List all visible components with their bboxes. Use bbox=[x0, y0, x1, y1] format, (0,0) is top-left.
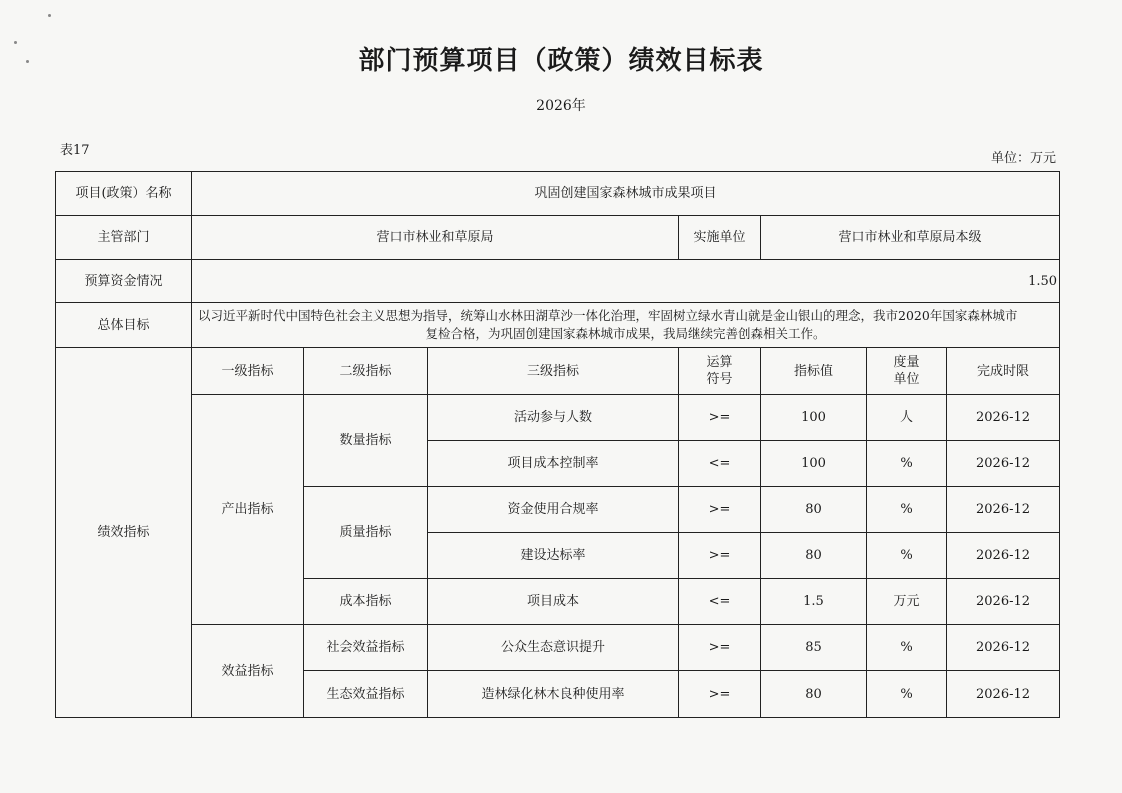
project-name-label: 项目(政策）名称 bbox=[56, 172, 192, 216]
indicator-unit: 人 bbox=[867, 395, 947, 441]
performance-target-table bbox=[55, 171, 1060, 718]
goal-text bbox=[192, 303, 1060, 348]
indicator-unit: % bbox=[867, 671, 947, 718]
indicator-value: 80 bbox=[761, 671, 867, 718]
project-name-value: 巩固创建国家森林城市成果项目 bbox=[192, 172, 1060, 216]
indicator-operator: <= bbox=[679, 441, 761, 487]
indicator-name: 活动参与人数 bbox=[428, 395, 679, 441]
goal-label: 总体目标 bbox=[56, 303, 192, 348]
header-unit: 度量 单位 bbox=[867, 348, 947, 395]
impl-unit-label: 实施单位 bbox=[679, 216, 761, 260]
table-row bbox=[56, 625, 1060, 671]
goal-line-2: 复检合格，为巩固创建国家森林城市成果，我局继续完善创森相关工作。 bbox=[425, 326, 826, 341]
indicator-name: 造林绿化林木良种使用率 bbox=[428, 671, 679, 718]
indicator-deadline: 2026-12 bbox=[947, 533, 1060, 579]
budget-label: 预算资金情况 bbox=[56, 260, 192, 303]
indicator-deadline: 2026-12 bbox=[947, 625, 1060, 671]
header-deadline: 完成时限 bbox=[947, 348, 1060, 395]
dept-label: 主管部门 bbox=[56, 216, 192, 260]
project-name-row bbox=[56, 172, 1060, 216]
indicator-operator: >= bbox=[679, 671, 761, 718]
budget-row bbox=[56, 260, 1060, 303]
indicator-deadline: 2026-12 bbox=[947, 395, 1060, 441]
header-level3: 三级指标 bbox=[428, 348, 679, 395]
dept-value: 营口市林业和草原局 bbox=[192, 216, 679, 260]
indicator-name: 项目成本 bbox=[428, 579, 679, 625]
indicator-operator: >= bbox=[679, 487, 761, 533]
indicator-header-row bbox=[56, 348, 1060, 395]
perf-label: 绩效指标 bbox=[56, 348, 192, 718]
indicator-value: 100 bbox=[761, 441, 867, 487]
indicator-name: 项目成本控制率 bbox=[428, 441, 679, 487]
impl-unit-value: 营口市林业和草原局本级 bbox=[761, 216, 1060, 260]
table-row bbox=[56, 395, 1060, 441]
group-benefit: 效益指标 bbox=[192, 625, 304, 718]
indicator-name: 资金使用合规率 bbox=[428, 487, 679, 533]
indicator-name: 公众生态意识提升 bbox=[428, 625, 679, 671]
indicator-value: 1.5 bbox=[761, 579, 867, 625]
header-level2: 二级指标 bbox=[304, 348, 428, 395]
indicator-deadline: 2026-12 bbox=[947, 441, 1060, 487]
indicator-value: 100 bbox=[761, 395, 867, 441]
indicator-deadline: 2026-12 bbox=[947, 671, 1060, 718]
budget-value: 1.50 bbox=[192, 260, 1060, 303]
indicator-unit: % bbox=[867, 625, 947, 671]
indicator-deadline: 2026-12 bbox=[947, 579, 1060, 625]
table-number: 表17 bbox=[60, 143, 90, 158]
header-value: 指标值 bbox=[761, 348, 867, 395]
indicator-unit: % bbox=[867, 441, 947, 487]
indicator-operator: >= bbox=[679, 533, 761, 579]
indicator-unit: % bbox=[867, 533, 947, 579]
group-eco: 生态效益指标 bbox=[304, 671, 428, 718]
indicator-value: 85 bbox=[761, 625, 867, 671]
indicator-operator: <= bbox=[679, 579, 761, 625]
indicator-value: 80 bbox=[761, 487, 867, 533]
header-level1: 一级指标 bbox=[192, 348, 304, 395]
page-title: 部门预算项目（政策）绩效目标表 bbox=[358, 46, 764, 76]
group-social: 社会效益指标 bbox=[304, 625, 428, 671]
group-cost: 成本指标 bbox=[304, 579, 428, 625]
group-quality: 质量指标 bbox=[304, 487, 428, 579]
header-operator: 运算 符号 bbox=[679, 348, 761, 395]
indicator-value: 80 bbox=[761, 533, 867, 579]
indicator-operator: >= bbox=[679, 395, 761, 441]
indicator-unit: % bbox=[867, 487, 947, 533]
indicator-name: 建设达标率 bbox=[428, 533, 679, 579]
year-label: 2026年 bbox=[536, 98, 586, 114]
scan-speck bbox=[48, 14, 51, 17]
indicator-operator: >= bbox=[679, 625, 761, 671]
indicator-unit: 万元 bbox=[867, 579, 947, 625]
goal-row bbox=[56, 303, 1060, 348]
group-output: 产出指标 bbox=[192, 395, 304, 625]
goal-line-1: 以习近平新时代中国特色社会主义思想为指导，统筹山水林田湖草沙一体化治理，牢固树立绿水青山就是金山银山的理念，我市2020年国家森林城市 bbox=[198, 308, 1018, 323]
indicator-deadline: 2026-12 bbox=[947, 487, 1060, 533]
unit-label: 单位：万元 bbox=[990, 151, 1056, 166]
group-quantity: 数量指标 bbox=[304, 395, 428, 487]
department-row bbox=[56, 216, 1060, 260]
